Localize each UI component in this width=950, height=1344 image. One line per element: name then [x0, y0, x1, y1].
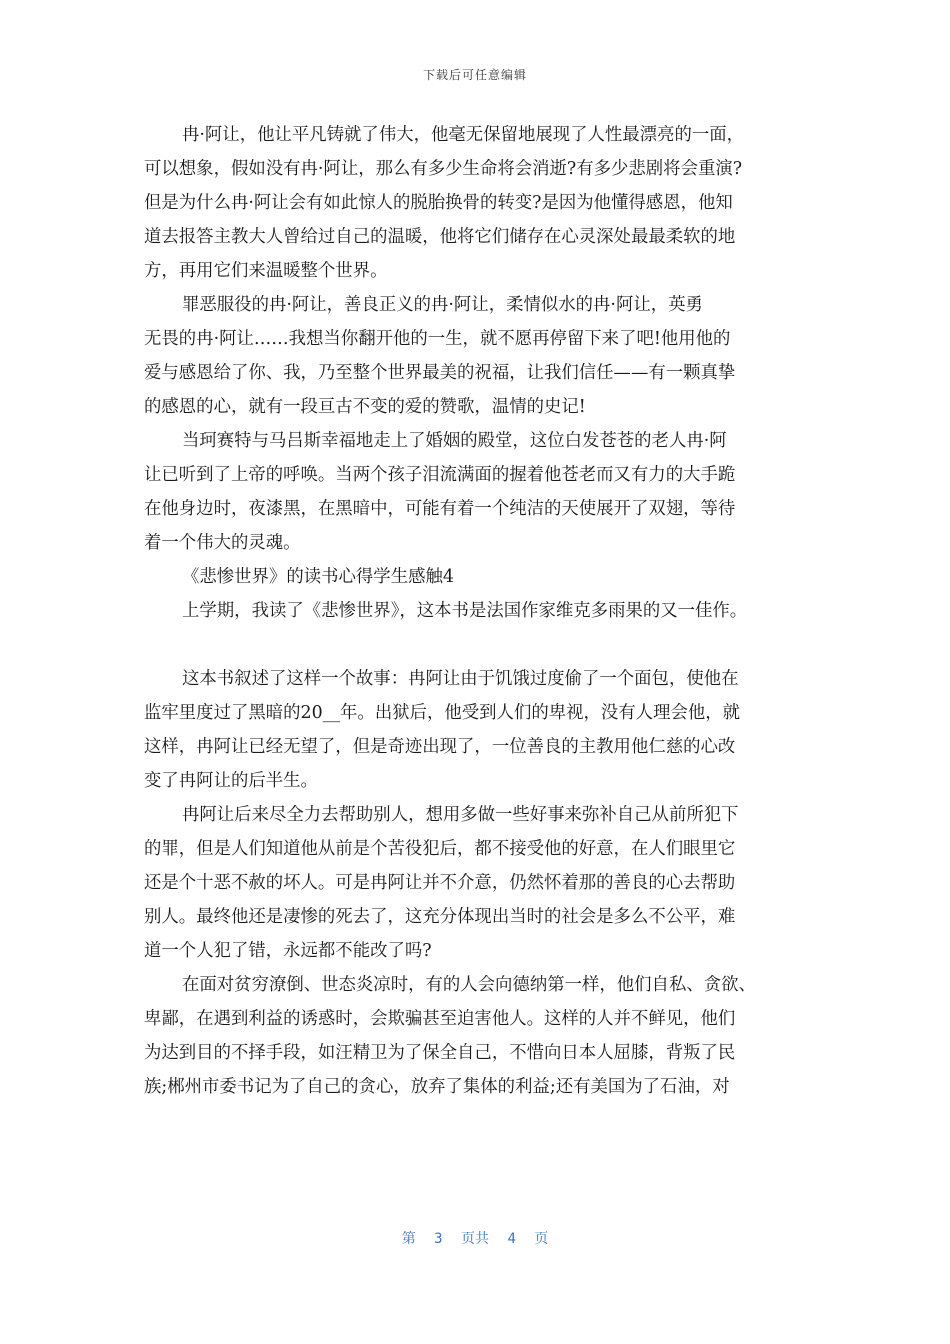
paragraph: [144, 662, 820, 798]
paragraph: [144, 118, 820, 288]
text-line: 道一个人犯了错，永远都不能改了吗?: [144, 941, 432, 961]
text-line: 别人。最终他还是凄惨的死去了，这充分体现出当时的社会是多么不公平，难: [144, 907, 736, 927]
paragraph: [144, 424, 820, 560]
text-line: 的罪，但是人们知道他从前是个苦役犯后，都不接受他的好意，在人们眼里它: [144, 839, 736, 859]
text-line: 无畏的冉·阿让……我想当你翻开他的一生，就不愿再停留下来了吧!他用他的: [144, 329, 731, 349]
text-line: 卑鄙，在遇到利益的诱惑时，会欺骗甚至迫害他人。这样的人并不鲜见，他们: [144, 1009, 736, 1029]
paragraph: [144, 288, 820, 424]
text-line: 着一个伟大的灵魂。: [144, 533, 301, 553]
text-line: 当珂赛特与马吕斯幸福地走上了婚姻的殿堂，这位白发苍苍的老人冉·阿: [182, 431, 727, 451]
text-line: 这本书叙述了这样一个故事：冉阿让由于饥饿过度偷了一个面包，使他在: [182, 669, 739, 689]
text-line: 《悲惨世界》的读书心得学生感触4: [182, 567, 454, 587]
text-line: 冉·阿让，他让平凡铸就了伟大，他毫无保留地展现了人性最漂亮的一面，: [182, 125, 745, 145]
page-label-prefix: 第: [401, 1231, 416, 1247]
page-footer: [0, 1228, 950, 1248]
text-line: 族;郴州市委书记为了自己的贪心，放弃了集体的利益;还有美国为了石油，对: [144, 1077, 730, 1097]
text-line: 在他身边时，夜漆黑，在黑暗中，可能有着一个纯洁的天使展开了双翅，等待: [144, 499, 736, 519]
page-label-mid: 页共: [461, 1231, 489, 1247]
text-line: 为达到目的不择手段，如汪精卫为了保全自己，不惜向日本人屈膝，背叛了民: [144, 1043, 736, 1063]
paragraph-gap: [144, 628, 820, 662]
text-line: 但是为什么冉·阿让会有如此惊人的脱胎换骨的转变?是因为他懂得感恩，他知: [144, 193, 733, 213]
text-line: 上学期，我读了《悲惨世界》，这本书是法国作家维克多雨果的又一佳作。: [182, 601, 748, 621]
text-line: 这样，冉阿让已经无望了，但是奇迹出现了，一位善良的主教用他仁慈的心改: [144, 737, 736, 757]
text-line: 冉阿让后来尽全力去帮助别人，想用多做一些好事来弥补自己从前所犯下: [182, 805, 739, 825]
text-line: 罪恶服役的冉·阿让，善良正义的冉·阿让，柔情似水的冉·阿让，英勇: [182, 295, 703, 315]
document-body: [144, 118, 820, 1104]
page-header: 下载后可任意编辑: [422, 68, 527, 82]
text-line: 还是个十恶不赦的坏人。可是冉阿让并不介意，仍然怀着那的善良的心去帮助: [144, 873, 736, 893]
text-line: 在面对贫穷潦倒、世态炎凉时，有的人会向德纳第一样，他们自私、贪欲、: [182, 975, 756, 995]
section-title: [144, 560, 820, 594]
page-label-suffix: 页: [534, 1231, 549, 1247]
text-line: 道去报答主教大人曾给过自己的温暖，他将它们储存在心灵深处最最柔软的地: [144, 227, 736, 247]
text-line: 方，再用它们来温暖整个世界。: [144, 261, 388, 281]
paragraph: [144, 594, 820, 628]
text-line: 可以想象，假如没有冉·阿让，那么有多少生命将会消逝?有多少悲剧将会重演?: [144, 159, 743, 179]
current-page-number: 3: [434, 1231, 443, 1247]
paragraph: [144, 968, 820, 1104]
paragraph: [144, 798, 820, 968]
text-line: 爱与感恩给了你、我，乃至整个世界最美的祝福，让我们信任——有一颗真挚: [144, 363, 736, 383]
text-line: 变了冉阿让的后半生。: [144, 771, 318, 791]
text-line: 让已听到了上帝的呼唤。当两个孩子泪流满面的握着他苍老而又有力的大手跪: [144, 465, 736, 485]
text-line: 监牢里度过了黑暗的20__年。出狱后，他受到人们的卑视，没有人理会他，就: [144, 703, 741, 723]
text-line: 的感恩的心，就有一段亘古不变的爱的赞歌，温情的史记!: [144, 397, 586, 417]
total-page-count: 4: [507, 1231, 516, 1247]
